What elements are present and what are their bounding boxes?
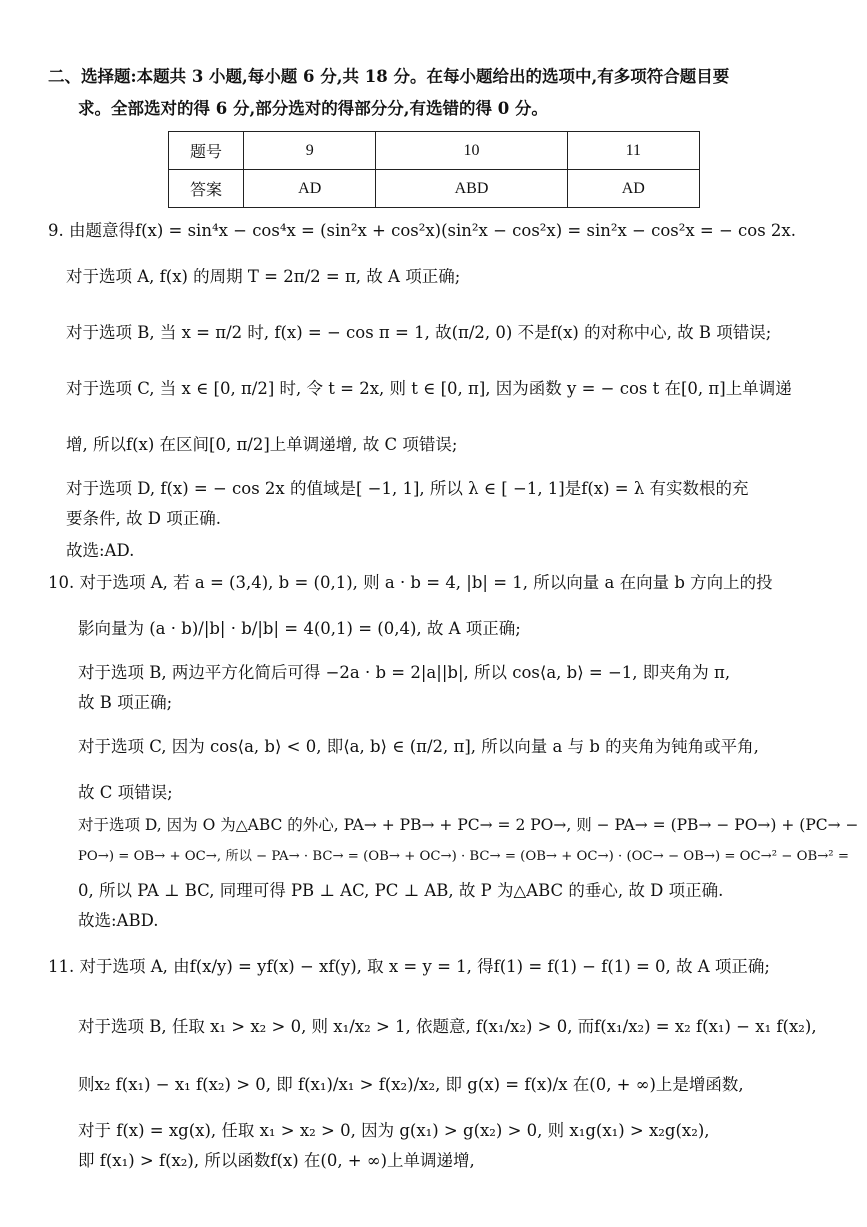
solution-line: 10. 对于选项 A, 若 a = (3,4), b = (0,1), 则 a · b = 4, |b| = 1, 所以向量 a 在向量 b 方向上的投 [48,573,773,592]
solution-line: PO→) = OB→ + OC→, 所以 − PA→ · BC→ = (OB→ + OC→) · BC→ = (OB→ + OC→) · (OC→ − OB→) = OC→² − OB→² = [78,849,849,864]
table-row [169,132,700,170]
table-cell: 题号 [169,132,244,170]
solution-line: 要条件, 故 D 项正确. [66,509,221,528]
answer-table [168,131,700,208]
table-cell: ABD [376,170,567,208]
solution-line: 则x₂ f(x₁) − x₁ f(x₂) > 0, 即 f(x₁)/x₁ > f(x₂)/x₂, 即 g(x) = f(x)/x 在(0, + ∞)上是增函数, [78,1075,744,1094]
solution-line: 故选:AD. [66,541,135,560]
solution-line: 故 C 项错误; [78,783,173,802]
solution-line: 影向量为 (a · b)/|b| · b/|b| = 4(0,1) = (0,4), 故 A 项正确; [78,619,521,638]
solution-line: 对于选项 A, f(x) 的周期 T = 2π/2 = π, 故 A 项正确; [66,267,461,286]
section-header-line1: 二、选择题:本题共 3 小题,每小题 6 分,共 18 分。在每小题给出的选项中,有多项符合题目要 [48,67,730,86]
solution-line: 9. 由题意得f(x) = sin⁴x − cos⁴x = (sin²x + cos²x)(sin²x − cos²x) = sin²x − cos²x = − cos 2x. [48,221,796,240]
table-cell: 答案 [169,170,244,208]
section-header-line2: 求。全部选对的得 6 分,部分选对的得部分分,有选错的得 0 分。 [78,99,548,118]
solution-line: 11. 对于选项 A, 由f(x/y) = yf(x) − xf(y), 取 x = y = 1, 得f(1) = f(1) − f(1) = 0, 故 A 项正确; [48,957,770,976]
table-cell: 9 [244,132,376,170]
solution-line: 对于选项 B, 任取 x₁ > x₂ > 0, 则 x₁/x₂ > 1, 依题意, f(x₁/x₂) > 0, 而f(x₁/x₂) = x₂ f(x₁) − x₁ f(x₂), [78,1017,817,1036]
table-row [169,170,700,208]
solution-line: 即 f(x₁) > f(x₂), 所以函数f(x) 在(0, + ∞)上单调递增, [78,1151,475,1170]
table-cell: AD [567,170,699,208]
solution-line: 对于选项 D, f(x) = − cos 2x 的值域是[ −1, 1], 所以 λ ∈ [ −1, 1]是f(x) = λ 有实数根的充 [66,479,749,498]
table-cell: AD [244,170,376,208]
table-cell: 10 [376,132,567,170]
solution-line: 增, 所以f(x) 在区间[0, π/2]上单调递增, 故 C 项错误; [66,435,458,454]
solution-line: 对于选项 C, 因为 cos⟨a, b⟩ < 0, 即⟨a, b⟩ ∈ (π/2, π], 所以向量 a 与 b 的夹角为钝角或平角, [78,737,759,756]
solution-line: 故 B 项正确; [78,693,173,712]
solution-line: 0, 所以 PA ⊥ BC, 同理可得 PB ⊥ AC, PC ⊥ AB, 故 P 为△ABC 的垂心, 故 D 项正确. [78,881,724,900]
solution-line: 对于选项 B, 两边平方化简后可得 −2a · b = 2|a||b|, 所以 cos⟨a, b⟩ = −1, 即夹角为 π, [78,663,731,682]
solution-line: 故选:ABD. [78,911,159,930]
solution-line: 对于选项 D, 因为 O 为△ABC 的外心, PA→ + PB→ + PC→ = 2 PO→, 则 − PA→ = (PB→ − PO→) + (PC→ − [78,816,859,834]
table-cell: 11 [567,132,699,170]
solution-line: 对于选项 B, 当 x = π/2 时, f(x) = − cos π = 1, 故(π/2, 0) 不是f(x) 的对称中心, 故 B 项错误; [66,323,772,342]
solution-line: 对于选项 C, 当 x ∈ [0, π/2] 时, 令 t = 2x, 则 t ∈ [0, π], 因为函数 y = − cos t 在[0, π]上单调递 [66,379,792,398]
solution-line: 对于 f(x) = xg(x), 任取 x₁ > x₂ > 0, 因为 g(x₁) > g(x₂) > 0, 则 x₁g(x₁) > x₂g(x₂), [78,1121,710,1140]
